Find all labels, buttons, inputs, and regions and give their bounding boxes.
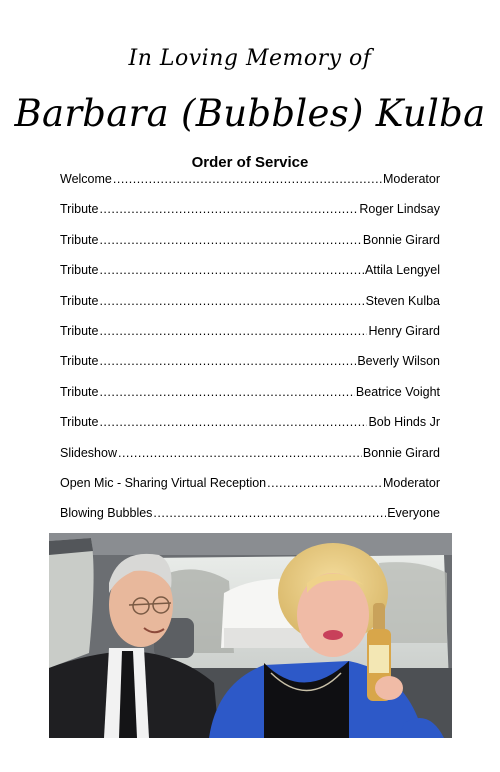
memorial-line: In Loving Memory of bbox=[128, 46, 372, 71]
program-person: Moderator bbox=[383, 475, 440, 490]
program-item: Tribute bbox=[60, 415, 99, 430]
couple-in-car-photo-icon bbox=[49, 533, 452, 738]
dot-leader bbox=[153, 506, 386, 520]
program-person: Attila Lengyel bbox=[364, 263, 440, 278]
order-of-service-list bbox=[60, 172, 440, 537]
program-person: Steven Kulba bbox=[365, 293, 440, 308]
dot-leader bbox=[99, 415, 367, 429]
program-person: Bonnie Girard bbox=[362, 232, 440, 247]
program-item: Tribute bbox=[60, 232, 99, 247]
program-item: Blowing Bubbles bbox=[60, 506, 153, 521]
program-item: Tribute bbox=[60, 202, 99, 217]
dot-leader bbox=[113, 172, 382, 186]
program-person: Beatrice Voight bbox=[355, 384, 440, 399]
program-person: Henry Girard bbox=[368, 323, 440, 338]
program-row bbox=[60, 294, 440, 324]
program-row bbox=[60, 385, 440, 415]
program-item: Tribute bbox=[60, 323, 99, 338]
program-row bbox=[60, 415, 440, 445]
program-person: Roger Lindsay bbox=[359, 202, 440, 217]
dot-leader bbox=[99, 385, 354, 399]
program-person: Moderator bbox=[383, 172, 440, 186]
dot-leader bbox=[99, 354, 356, 368]
memorial-photo bbox=[49, 533, 452, 738]
deceased-name: Barbara (Bubbles) Kulba bbox=[14, 92, 486, 135]
dot-leader bbox=[99, 233, 361, 247]
program-item: Tribute bbox=[60, 354, 99, 369]
dot-leader bbox=[267, 476, 382, 490]
dot-leader bbox=[99, 263, 363, 277]
program-person: Bob Hinds Jr bbox=[368, 415, 440, 430]
dot-leader bbox=[99, 324, 367, 338]
dot-leader bbox=[118, 446, 362, 460]
program-row bbox=[60, 202, 440, 232]
order-of-service-heading: Order of Service bbox=[191, 154, 309, 171]
dot-leader bbox=[99, 294, 364, 308]
program-row bbox=[60, 233, 440, 263]
dot-leader bbox=[99, 202, 358, 216]
program-person: Everyone bbox=[387, 506, 440, 521]
program-person: Bonnie Girard bbox=[362, 445, 440, 460]
program-row bbox=[60, 476, 440, 506]
program-row bbox=[60, 172, 440, 202]
program-row bbox=[60, 324, 440, 354]
program-item: Tribute bbox=[60, 384, 99, 399]
program-item: Tribute bbox=[60, 293, 99, 308]
program-row bbox=[60, 263, 440, 293]
program-row bbox=[60, 354, 440, 384]
program-person: Beverly Wilson bbox=[357, 354, 440, 369]
program-item: Slideshow bbox=[60, 445, 117, 460]
program-item: Welcome bbox=[60, 172, 112, 186]
program-item: Open Mic - Sharing Virtual Reception bbox=[60, 475, 267, 490]
program-row bbox=[60, 446, 440, 476]
program-item: Tribute bbox=[60, 263, 99, 278]
